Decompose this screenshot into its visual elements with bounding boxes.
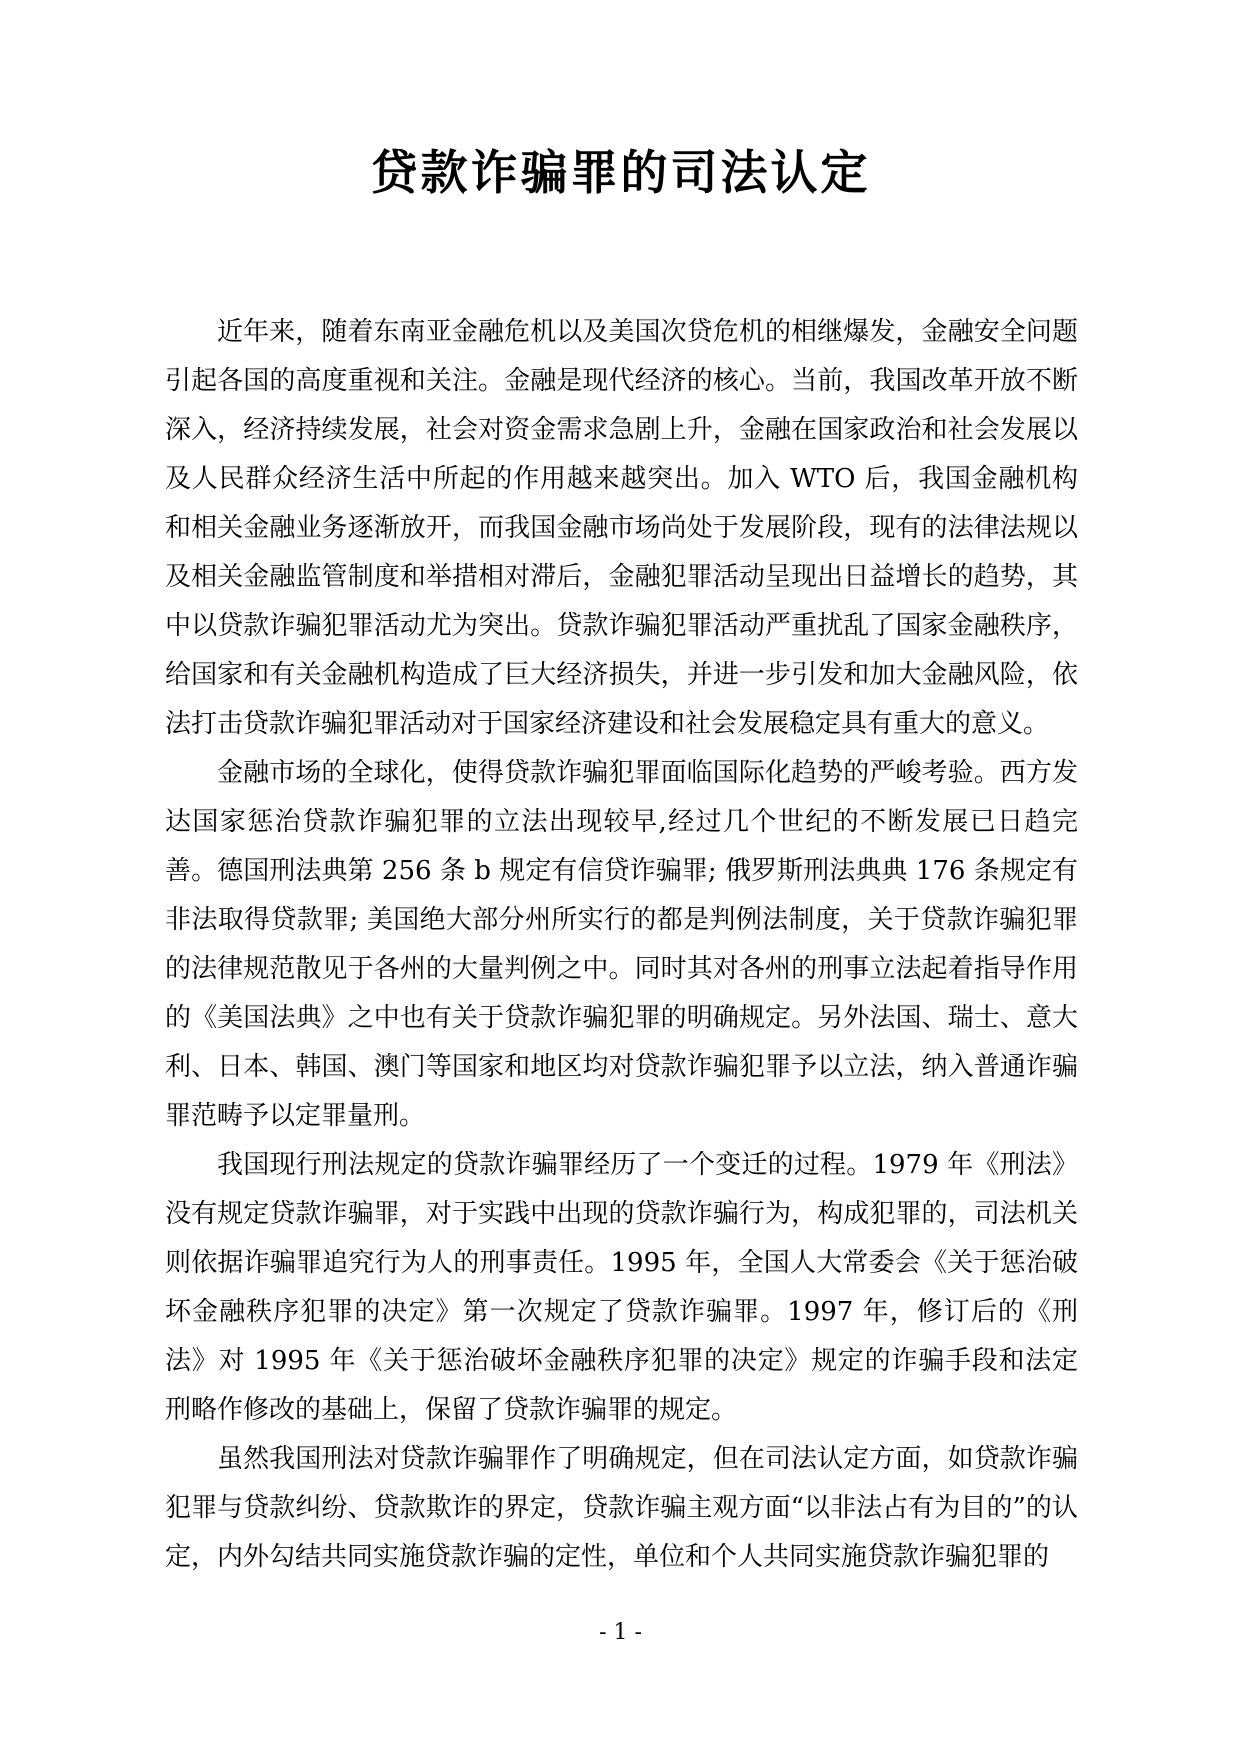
paragraph-international-legislation: 金融市场的全球化，使得贷款诈骗犯罪面临国际化趋势的严峻考验。西方发达国家惩治贷款诈骗犯罪的立法出现较早,经过几个世纪的不断发展已日趋完善。德国刑法典第 256 条 b 规定有信贷诈骗罪; 俄罗斯刑法典典 176 条规定有非法取得贷款罪; 美国绝大部分州所实行的都是判例法制度，关于贷款诈骗犯罪的法律规范散见于各州的大量判例之中。同时其对各州的刑事立法起着指导作用的《美国法典》之中也有关于贷款诈骗犯罪的明确规定。另外法国、瑞士、意大利、日本、韩国、澳门等国家和地区均对贷款诈骗犯罪予以立法，纳入普通诈骗罪范畴予以定罪量刑。 xyxy=(165,758,1078,1131)
page-number: - 1 - xyxy=(599,1620,642,1645)
paragraph-domestic-law-history: 我国现行刑法规定的贷款诈骗罪经历了一个变迁的过程。1979 年《刑法》没有规定贷款诈骗罪，对于实践中出现的贷款诈骗行为，构成犯罪的，司法机关则依据诈骗罪追究行为人的刑事责任。1995 年，全国人大常委会《关于惩治破坏金融秩序犯罪的决定》第一次规定了贷款诈骗罪。1997 年，修订后的《刑法》对 1995 年《关于惩治破坏金融秩序犯罪的决定》规定的诈骗手段和法定刑略作修改的基础上，保留了贷款诈骗罪的规定。 xyxy=(165,1150,1078,1425)
document-body xyxy=(165,308,1078,1582)
paragraph-judicial-issues: 虽然我国刑法对贷款诈骗罪作了明确规定，但在司法认定方面，如贷款诈骗犯罪与贷款纠纷、贷款欺诈的界定，贷款诈骗主观方面“以非法占有为目的”的认定，内外勾结共同实施贷款诈骗的定性，单位和个人共同实施贷款诈骗犯罪的 xyxy=(165,1444,1078,1572)
paragraph-intro: 近年来，随着东南亚金融危机以及美国次贷危机的相继爆发，金融安全问题引起各国的高度重视和关注。金融是现代经济的核心。当前，我国改革开放不断深入，经济持续发展，社会对资金需求急剧上升，金融在国家政治和社会发展以及人民群众经济生活中所起的作用越来越突出。加入 WTO 后，我国金融机构和相关金融业务逐渐放开，而我国金融市场尚处于发展阶段，现有的法律法规以及相关金融监管制度和举措相对滞后，金融犯罪活动呈现出日益增长的趋势，其中以贷款诈骗犯罪活动尤为突出。贷款诈骗犯罪活动严重扰乱了国家金融秩序，给国家和有关金融机构造成了巨大经济损失，并进一步引发和加大金融风险，依法打击贷款诈骗犯罪活动对于国家经济建设和社会发展稳定具有重大的意义。 xyxy=(165,317,1078,739)
document-title: 贷款诈骗罪的司法认定 xyxy=(370,146,871,201)
